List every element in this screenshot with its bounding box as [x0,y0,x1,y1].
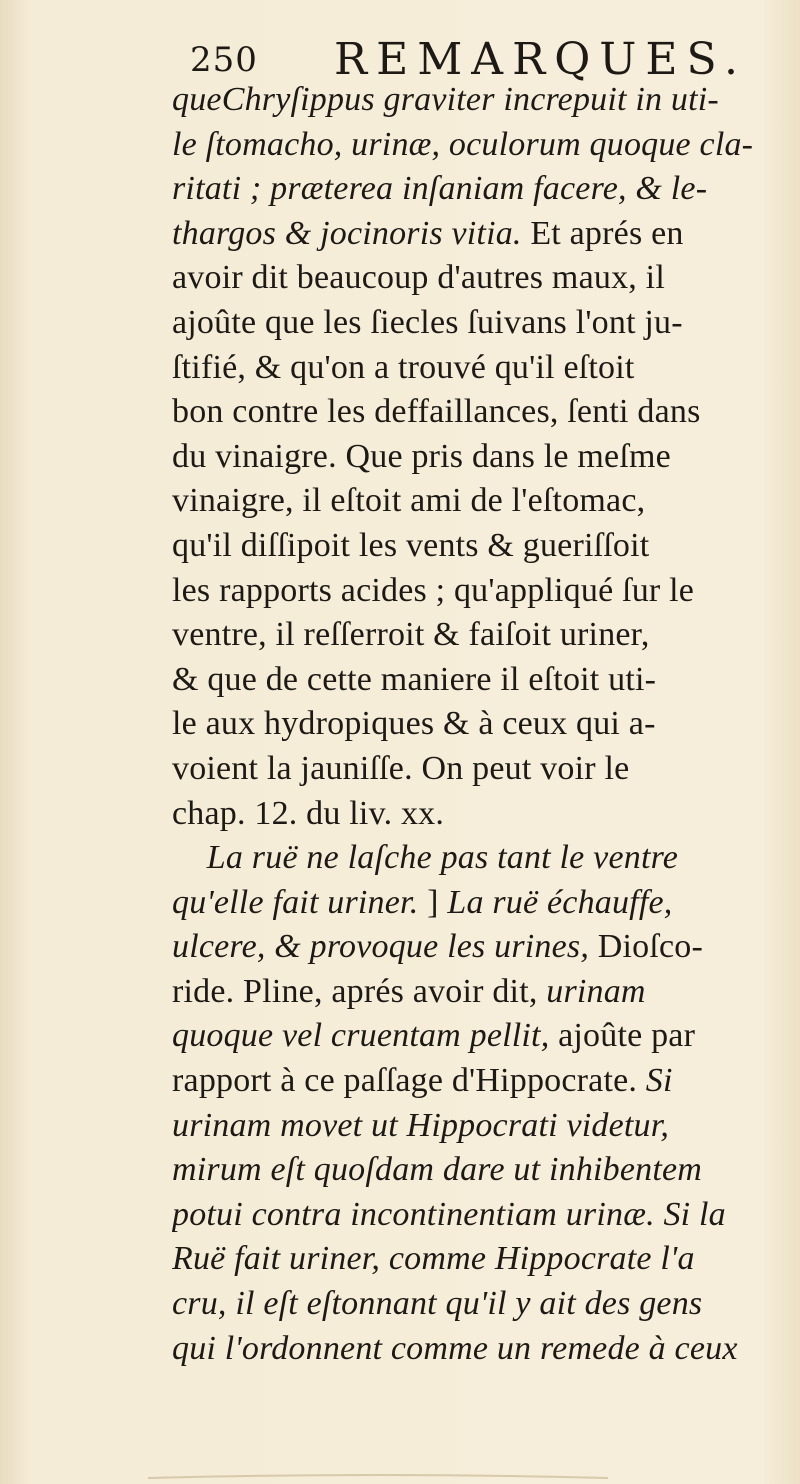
text-line [172,301,772,346]
text-line [172,123,772,168]
roman-text-run: chap. 12. du liv. xx. [172,794,445,832]
text-line [172,613,772,658]
roman-text-run: Et aprés en [521,214,684,252]
text-line [172,1104,772,1149]
roman-text-run: qu'il diſſipoit les vents & gueriſſoit [172,526,650,564]
roman-text-run: le aux hydropiques & à ceux qui a- [172,705,656,743]
roman-text-run: vinaigre, il eſtoit ami de l'eſtomac, [172,482,646,520]
italic-text-run: Si [645,1062,673,1100]
roman-text-run: voient la jauniſſe. On peut voir le [172,749,630,787]
italic-text-run: La ruë ne laſche pas tant le ventre [172,839,679,877]
text-line [172,792,772,837]
roman-text-run: Dioſco- [589,928,704,966]
text-line [172,881,772,926]
roman-text-run: & que de cette maniere il eſtoit uti- [172,660,657,698]
italic-text-run: urinam movet ut Hippocrati videtur, [172,1106,670,1144]
text-line [172,836,772,881]
italic-text-run: thargos & jocinoris vitia. [172,214,522,252]
italic-text-run: cru, il eſt eſtonnant qu'il y ait des gens [172,1285,703,1323]
roman-text-run: avoir dit beaucoup d'autres maux, il [172,259,665,297]
italic-text-run: ulcere, & provoque les urines, [172,928,590,966]
text-line [172,256,772,301]
text-line [172,1148,772,1193]
text-line [172,702,772,747]
text-line [172,167,772,212]
text-line [172,925,772,970]
text-line [172,435,772,480]
roman-text-run: ventre, il reſſerroit & faiſoit uriner, [172,616,650,654]
text-line [172,524,772,569]
text-line [172,970,772,1015]
roman-text-run: ] [418,883,448,921]
roman-text-run: bon contre les deffaillances, ſenti dans [172,393,701,431]
italic-text-run: urinam [546,972,646,1010]
roman-text-run: ſtifié, & qu'on a trouvé qu'il eſtoit [172,348,635,386]
page-number: 250 [190,40,258,80]
text-line [172,78,772,123]
roman-text-run: ride. Pline, aprés avoir dit, [172,972,547,1010]
italic-text-run: ritati ; præterea inſaniam facere, & le- [172,170,708,208]
text-line [172,212,772,257]
text-line [172,479,772,524]
roman-text-run: les rapports acides ; qu'appliqué ſur le [172,571,695,609]
text-line [172,1014,772,1059]
text-line [172,569,772,614]
italic-text-run: La ruë échauffe, [447,883,673,921]
italic-text-run: qu'elle fait uriner. [172,883,419,921]
roman-text-run: rapport à ce paſſage d'Hippocrate. [172,1062,646,1100]
text-line [172,390,772,435]
text-line [172,346,772,391]
italic-text-run: potui contra incontinentiam urinæ. Si la [172,1195,726,1233]
text-line [172,1282,772,1327]
italic-text-run: Ruë fait uriner, comme Hippocrate l'a [172,1240,695,1278]
page-bottom-edge-stain [148,1470,608,1484]
italic-text-run: queChryſippus graviter increpuit in uti- [172,81,719,118]
italic-text-run: quoque vel cruentam pellit, [172,1017,550,1055]
italic-text-run: mirum eſt quoſdam dare ut inhibentem [172,1151,703,1189]
text-line [172,747,772,792]
italic-text-run: qui l'ordonnent comme un remede à ceux [172,1329,738,1367]
page-header [190,34,770,84]
text-line [172,1193,772,1238]
roman-text-run: du vinaigre. Que pris dans le meſme [172,437,671,475]
text-line [172,1237,772,1282]
body-text [172,78,772,1371]
text-line [172,658,772,703]
running-title: REMARQUES. [334,34,748,85]
roman-text-run: ajoûte que les ſiecles ſuivans l'ont ju- [172,303,683,341]
text-line [172,1059,772,1104]
italic-text-run: le ſtomacho, urinæ, oculorum quoque cla- [172,125,754,163]
text-line [172,1327,772,1372]
roman-text-run: ajoûte par [549,1017,696,1055]
